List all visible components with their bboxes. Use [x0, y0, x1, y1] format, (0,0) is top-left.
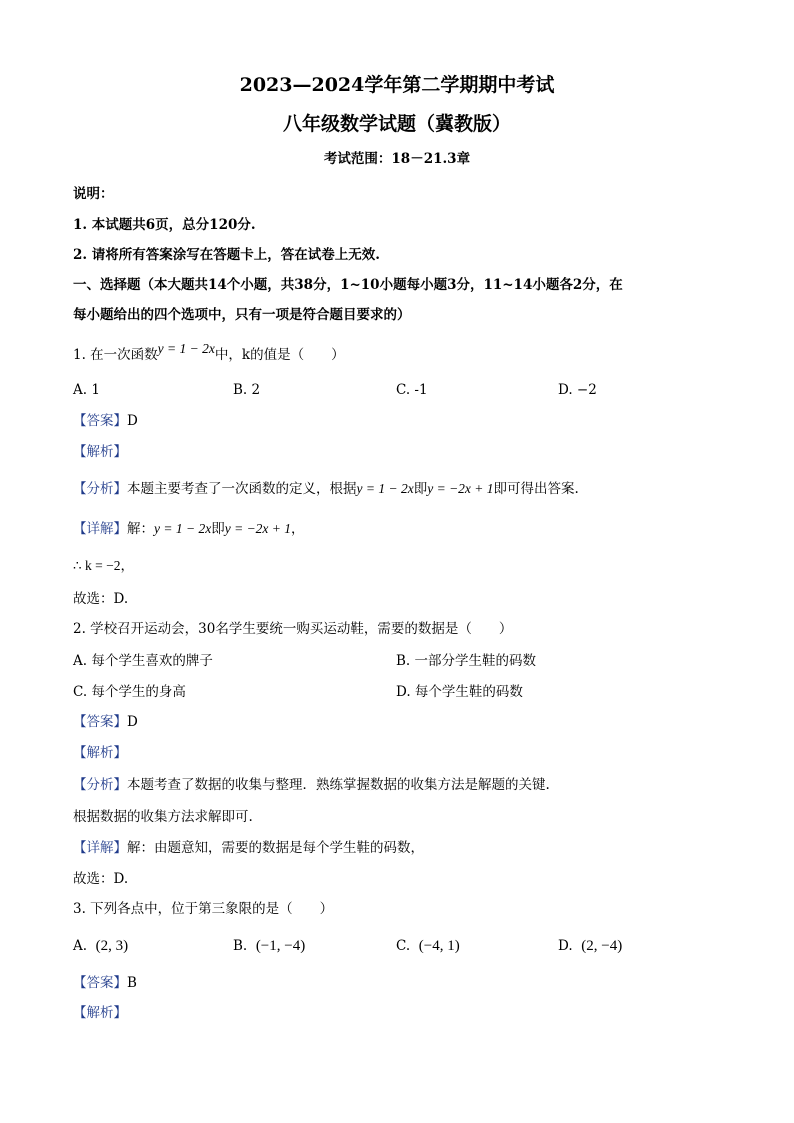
q2-option-b: B. 一部分学生鞋的码数	[396, 653, 537, 669]
detail-tag: 【详解】	[73, 521, 127, 537]
q3-option-c-letter: C.	[396, 938, 411, 954]
q1-fenxi-text-a: 本题主要考查了一次函数的定义，根据	[127, 481, 357, 497]
q1-stem	[73, 341, 345, 364]
q2-detail	[73, 839, 424, 857]
q1-option-a: A. 1	[73, 382, 100, 398]
q1-answer	[73, 412, 138, 430]
q1-detail-text-c: ，	[291, 521, 305, 537]
q3-option-c-point: (−4, 1)	[418, 938, 460, 954]
q2-stem: 2. 学校召开运动会，30名学生要统一购买运动鞋，需要的数据是（ ）	[73, 621, 513, 637]
q3-option-d-letter: D.	[558, 938, 573, 954]
answer-tag: 【答案】	[73, 714, 127, 730]
q2-analysis-tag	[73, 744, 127, 762]
q1-fenxi-text-c: 即可得出答案.	[493, 481, 579, 497]
q2-answer	[73, 713, 138, 731]
q1-stem-suffix: 中，k的值是（ ）	[214, 347, 345, 363]
section-heading-line1: 一、选择题（本大题共14个小题，共38分，1~10小题每小题3分，11~14小题各2分，在	[73, 277, 623, 293]
q3-option-d-point: (2, −4)	[581, 938, 623, 954]
q2-fenxi-line2: 根据数据的收集方法求解即可.	[73, 809, 253, 825]
instructions-label: 说明：	[73, 186, 114, 202]
q1-stem-prefix: 1. 在一次函数	[73, 347, 158, 363]
q3-analysis-tag	[73, 1004, 127, 1022]
q2-conclusion: 故选：D.	[73, 871, 129, 887]
q1-detail-text-b: 即	[211, 521, 225, 537]
q1-fenxi-formula-a: y = 1 − 2x	[356, 481, 414, 496]
exam-scope: 考试范围：18－21.3章	[323, 151, 471, 167]
q1-therefore: ∴ k = −2，	[73, 558, 134, 573]
fenxi-tag: 【分析】	[73, 481, 127, 497]
q1-fenxi	[73, 480, 579, 498]
fenxi-tag: 【分析】	[73, 777, 127, 793]
exam-title: 2023—2024学年第二学期期中考试	[239, 74, 555, 96]
q1-option-b: B. 2	[233, 382, 261, 398]
q3-option-b	[233, 937, 305, 955]
q1-detail	[73, 520, 305, 538]
detail-tag: 【详解】	[73, 840, 127, 856]
q2-fenxi-text: 本题考查了数据的收集与整理．熟练掌握数据的收集方法是解题的关键.	[127, 777, 550, 793]
q3-option-b-letter: B.	[233, 938, 248, 954]
q1-option-c: C. -1	[396, 382, 428, 398]
q3-option-a-point: (2, 3)	[95, 938, 129, 954]
q1-fenxi-formula-b: y = −2x + 1	[427, 481, 494, 496]
section-heading-line2: 每小题给出的四个选项中，只有一项是符合题目要求的）	[73, 307, 411, 323]
q3-answer-value: B	[127, 975, 137, 991]
q3-option-a-letter: A.	[73, 938, 88, 954]
analysis-tag: 【解析】	[73, 444, 127, 460]
q3-option-d	[558, 937, 622, 955]
q1-detail-text-a: 解：	[127, 521, 154, 537]
q1-detail-formula-b: y = −2x + 1	[224, 521, 292, 536]
q2-option-c: C. 每个学生的身高	[73, 684, 186, 700]
q1-stem-formula: y = 1 − 2x	[157, 341, 215, 356]
q2-detail-text: 解：由题意知，需要的数据是每个学生鞋的码数，	[127, 840, 424, 856]
q2-answer-value: D	[127, 714, 138, 730]
answer-tag: 【答案】	[73, 413, 127, 429]
instruction-item-2: 2. 请将所有答案涂写在答题卡上，答在试卷上无效.	[73, 247, 380, 263]
q1-analysis-tag	[73, 443, 127, 461]
q2-option-d: D. 每个学生鞋的码数	[396, 684, 523, 700]
q3-option-b-point: (−1, −4)	[255, 938, 306, 954]
q1-option-d: D. −2	[558, 382, 597, 398]
q3-stem: 3. 下列各点中，位于第三象限的是（ ）	[73, 901, 334, 917]
q2-fenxi	[73, 776, 550, 794]
q1-detail-formula-a: y = 1 − 2x	[154, 521, 212, 536]
analysis-tag: 【解析】	[73, 745, 127, 761]
q1-fenxi-text-b: 即	[413, 481, 428, 497]
instruction-item-1: 1. 本试题共6页，总分120分.	[73, 217, 256, 233]
analysis-tag: 【解析】	[73, 1005, 127, 1021]
q3-option-c	[396, 937, 460, 955]
answer-tag: 【答案】	[73, 975, 127, 991]
exam-subtitle: 八年级数学试题（冀教版）	[282, 113, 511, 135]
q3-option-a	[73, 937, 128, 955]
q2-option-a: A. 每个学生喜欢的牌子	[73, 653, 213, 669]
q3-answer	[73, 974, 137, 992]
q1-answer-value: D	[127, 413, 138, 429]
q1-conclusion: 故选：D.	[73, 591, 129, 607]
